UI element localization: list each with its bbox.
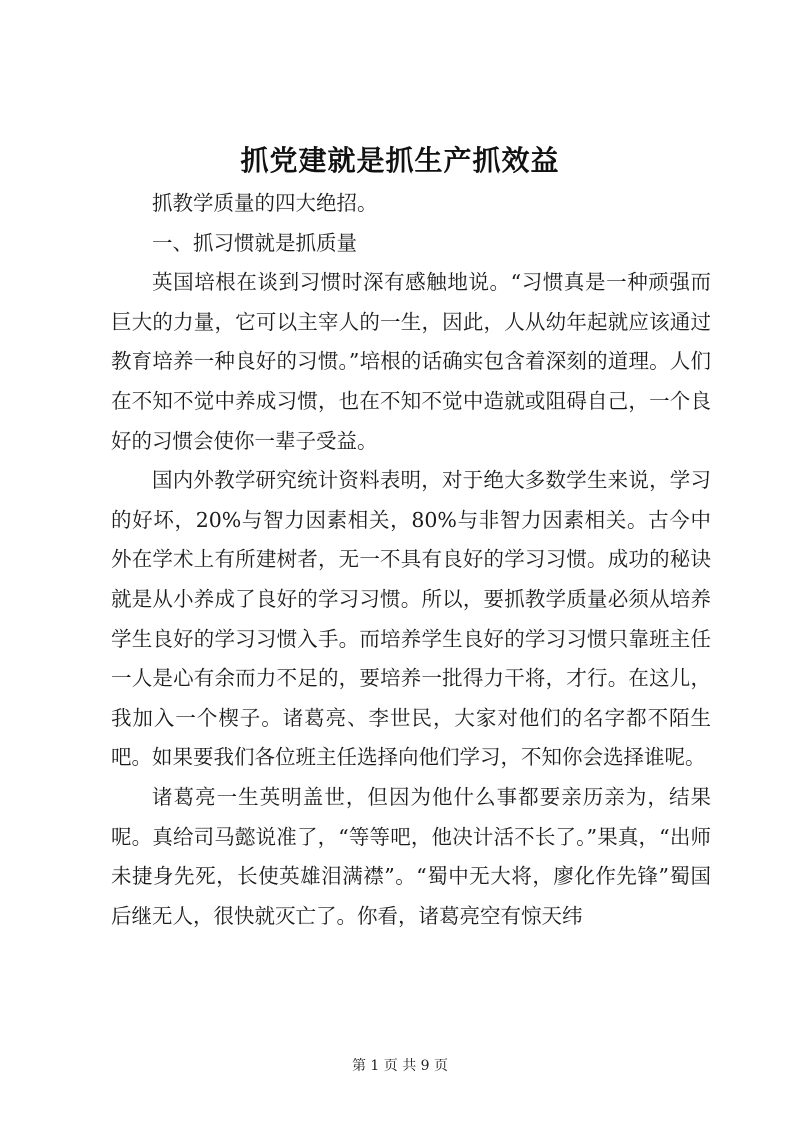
paragraph-bacon-quote: 英国培根在谈到习惯时深有感触地说。“习惯真是一种顽强而巨大的力量，它可以主宰人的一生，因此，人从幼年起就应该通过教育培养一种良好的习惯。”培根的话确实包含着深刻的道理。人们在不知不觉中养成习惯，也在不知不觉中造就或阻碍自己，一个良好的习惯会使你一辈子受益。 (111, 270, 711, 453)
section-heading: 一、抓习惯就是抓质量 (152, 230, 357, 255)
page-footer: 第 1 页 共 9 页 (351, 1058, 449, 1074)
document-title: 抓党建就是抓生产抓效益 (240, 144, 560, 177)
paragraph-intro: 抓教学质量的四大绝招。 (152, 191, 378, 215)
paragraph-zhuge-liang: 诸葛亮一生英明盖世，但因为他什么事都要亲历亲为，结果呢。真给司马懿说准了，“等等吧，他决计活不长了。”果真，“出师未捷身先死，长使英雄泪满襟”。“蜀中无大将，廖化作先锋”蜀国后继无人，很快就灭亡了。你看，诸葛亮空有惊天纬 (111, 784, 711, 928)
document-body (111, 184, 711, 936)
paragraph-research-stats: 国内外教学研究统计资料表明，对于绝大多数学生来说，学习的好坏，20%与智力因素相关，80%与非智力因素相关。古今中外在学术上有所建树者，无一不具有良好的学习习惯。成功的秘诀就是从小养成了良好的学习习惯。所以，要抓教学质量必须从培养学生良好的学习习惯入手。而培养学生良好的学习习惯只靠班主任一人是心有余而力不足的，要培养一批得力干将，才行。在这儿，我加入一个楔子。诸葛亮、李世民，大家对他们的名字都不陌生吧。如果要我们各位班主任选择向他们学习，不知你会选择谁呢。 (111, 468, 711, 770)
